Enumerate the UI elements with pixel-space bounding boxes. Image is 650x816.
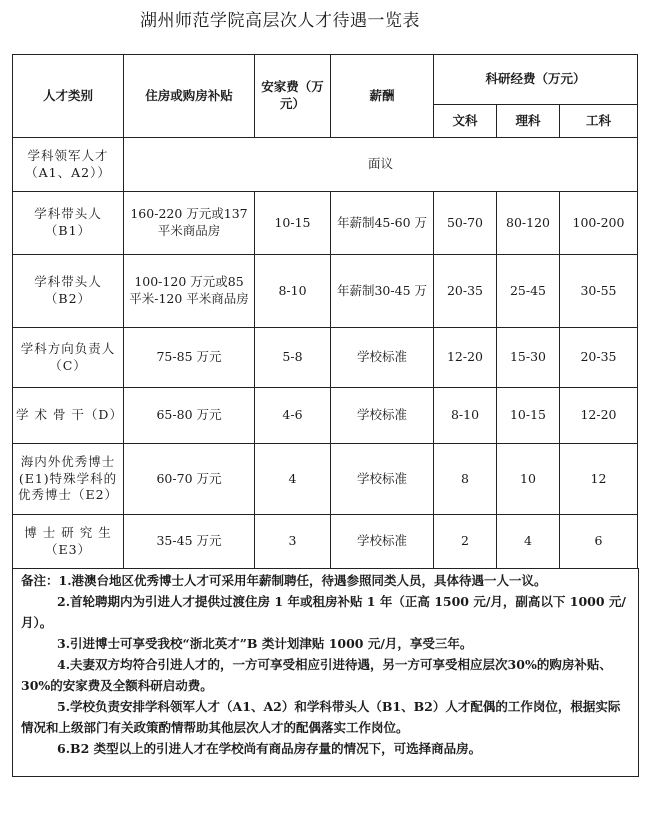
table-row: [13, 444, 638, 515]
benefits-table: [12, 54, 638, 569]
row-salary: 年薪制30-45 万: [331, 255, 434, 328]
row-arts: 2: [434, 515, 497, 569]
header-housing: 住房或购房补贴: [124, 55, 255, 138]
header-settle-fee: 安家费（万元）: [255, 55, 331, 138]
row-settle-fee: 8-10: [255, 255, 331, 328]
remark-3: 3.引进博士可享受我校“浙北英才”B 类计划津贴 1000 元/月，享受三年。: [57, 636, 473, 651]
row-category: 学科带头人（B1）: [13, 192, 124, 255]
table-row: [13, 138, 638, 192]
row-negotiable: 面议: [124, 138, 638, 192]
row-category: 海内外优秀博士(E1)特殊学科的优秀博士（E2）: [13, 444, 124, 515]
row-engineering: 6: [560, 515, 638, 569]
row-engineering: 30-55: [560, 255, 638, 328]
row-engineering: 20-35: [560, 328, 638, 388]
row-category: 学科领军人才（A1、A2））: [13, 138, 124, 192]
row-science: 10: [497, 444, 560, 515]
row-category: 学科带头人（B2）: [13, 255, 124, 328]
remarks-section: [12, 568, 639, 777]
row-settle-fee: 4: [255, 444, 331, 515]
row-settle-fee: 10-15: [255, 192, 331, 255]
table-row: [13, 515, 638, 569]
row-housing: 75-85 万元: [124, 328, 255, 388]
row-salary: 学校标准: [331, 515, 434, 569]
row-settle-fee: 3: [255, 515, 331, 569]
row-housing: 160-220 万元或137 平米商品房: [124, 192, 255, 255]
remark-2: 2.首轮聘期内为引进人才提供过渡住房 1 年或租房补贴 1 年（正高 1500 元/月，副高以下 1000 元/月）。: [21, 594, 626, 630]
row-science: 10-15: [497, 388, 560, 444]
table-row: [13, 255, 638, 328]
row-settle-fee: 4-6: [255, 388, 331, 444]
row-engineering: 100-200: [560, 192, 638, 255]
row-salary: 学校标准: [331, 388, 434, 444]
remark-5: 5.学校负责安排学科领军人才（A1、A2）和学科带头人（B1、B2）人才配偶的工作岗位，根据实际情况和上级部门有关政策酌情帮助其他层次人才的配偶落实工作岗位。: [21, 699, 621, 735]
row-arts: 8-10: [434, 388, 497, 444]
header-engineering: 工科: [560, 105, 638, 138]
remark-6: 6.B2 类型以上的引进人才在学校尚有商品房存量的情况下，可选择商品房。: [57, 741, 482, 756]
row-arts: 8: [434, 444, 497, 515]
row-science: 25-45: [497, 255, 560, 328]
row-salary: 学校标准: [331, 444, 434, 515]
row-housing: 100-120 万元或85 平米-120 平米商品房: [124, 255, 255, 328]
row-arts: 50-70: [434, 192, 497, 255]
remark-1: 备注：1.港澳台地区优秀博士人才可采用年薪制聘任，待遇参照同类人员，具体待遇一人一议。: [21, 573, 547, 588]
header-research-fund: 科研经费（万元）: [434, 55, 638, 105]
header-arts: 文科: [434, 105, 497, 138]
row-category: 学科方向负责人（C）: [13, 328, 124, 388]
row-salary: 学校标准: [331, 328, 434, 388]
row-category: 博 士 研 究 生（E3）: [13, 515, 124, 569]
header-salary: 薪酬: [331, 55, 434, 138]
row-housing: 35-45 万元: [124, 515, 255, 569]
row-engineering: 12: [560, 444, 638, 515]
header-category: 人才类别: [13, 55, 124, 138]
row-arts: 12-20: [434, 328, 497, 388]
row-science: 80-120: [497, 192, 560, 255]
row-salary: 年薪制45-60 万: [331, 192, 434, 255]
header-science: 理科: [497, 105, 560, 138]
table-row: [13, 328, 638, 388]
table-row: [13, 192, 638, 255]
table-row: [13, 388, 638, 444]
row-science: 4: [497, 515, 560, 569]
row-settle-fee: 5-8: [255, 328, 331, 388]
page-title: 湖州师范学院高层次人才待遇一览表: [140, 11, 420, 31]
row-housing: 65-80 万元: [124, 388, 255, 444]
row-arts: 20-35: [434, 255, 497, 328]
row-housing: 60-70 万元: [124, 444, 255, 515]
row-category: 学 术 骨 干（D）: [13, 388, 124, 444]
remark-4: 4.夫妻双方均符合引进人才的，一方可享受相应引进待遇，另一方可享受相应层次30%的购房补贴、30%的安家费及全额科研启动费。: [21, 657, 612, 693]
row-science: 15-30: [497, 328, 560, 388]
row-engineering: 12-20: [560, 388, 638, 444]
